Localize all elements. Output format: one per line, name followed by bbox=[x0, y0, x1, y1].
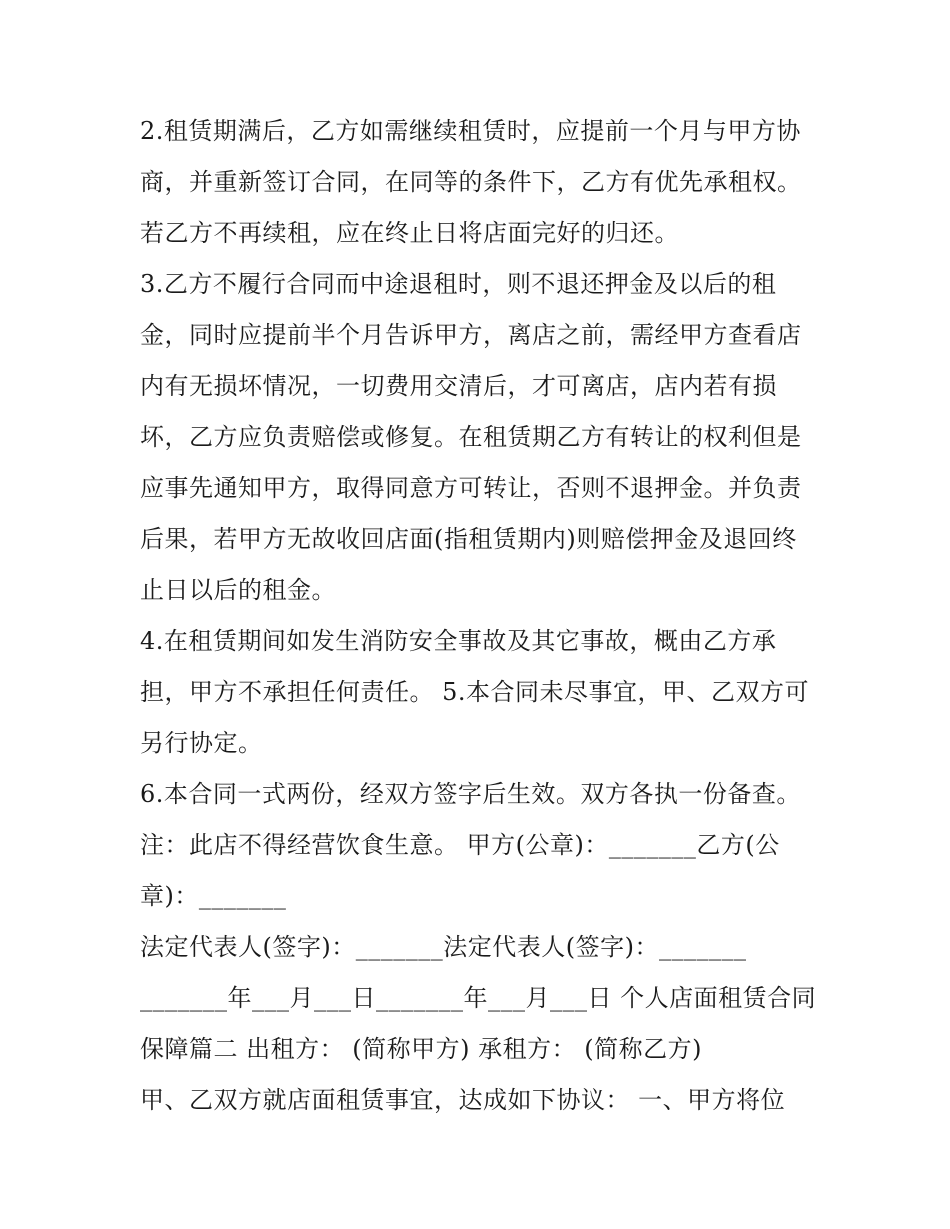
text-line: 注：此店不得经营饮食生意。 甲方(公章)：_______乙方(公 bbox=[140, 831, 780, 859]
text-line: 4.在租赁期间如发生消防安全事故及其它事故，概由乙方承 bbox=[140, 627, 777, 655]
text-line: 后果，若甲方无故收回店面(指租赁期内)则赔偿押金及退回终 bbox=[140, 525, 797, 553]
text-line: 甲、乙双方就店面租赁事宜，达成如下协议： 一、甲方将位 bbox=[140, 1086, 786, 1114]
text-line: 2.租赁期满后，乙方如需继续租赁时，应提前一个月与甲方协 bbox=[140, 117, 801, 145]
text-line: 金，同时应提前半个月告诉甲方，离店之前，需经甲方查看店 bbox=[140, 321, 802, 349]
contract-text bbox=[140, 106, 820, 1126]
text-line: 章)：_______ bbox=[140, 882, 287, 910]
text-line: 担，甲方不承担任何责任。 5.本合同未尽事宜，甲、乙双方可 bbox=[140, 678, 810, 706]
text-line: 应事先通知甲方，取得同意方可转让，否则不退押金。并负责 bbox=[140, 474, 802, 502]
text-line: 3.乙方不履行合同而中途退租时，则不退还押金及以后的租 bbox=[140, 270, 777, 298]
text-line: 若乙方不再续租，应在终止日将店面完好的归还。 bbox=[140, 219, 679, 247]
text-line: 止日以后的租金。 bbox=[140, 576, 336, 604]
text-line: 商，并重新签订合同，在同等的条件下，乙方有优先承租权。 bbox=[140, 168, 802, 196]
text-line: 坏，乙方应负责赔偿或修复。在租赁期乙方有转让的权利但是 bbox=[140, 423, 802, 451]
text-line: 保障篇二 出租方： (简称甲方) 承租方： (简称乙方) bbox=[140, 1035, 702, 1063]
text-line: 法定代表人(签字)：_______法定代表人(签字)：_______ bbox=[140, 933, 747, 961]
text-line: 另行协定。 bbox=[140, 729, 263, 757]
text-line: 6.本合同一式两份，经双方签字后生效。双方各执一份备查。 bbox=[140, 780, 801, 808]
text-line: _______年___月___日_______年___月___日 个人店面租赁合同 bbox=[140, 984, 817, 1012]
text-line: 内有无损坏情况，一切费用交清后，才可离店，店内若有损 bbox=[140, 372, 777, 400]
